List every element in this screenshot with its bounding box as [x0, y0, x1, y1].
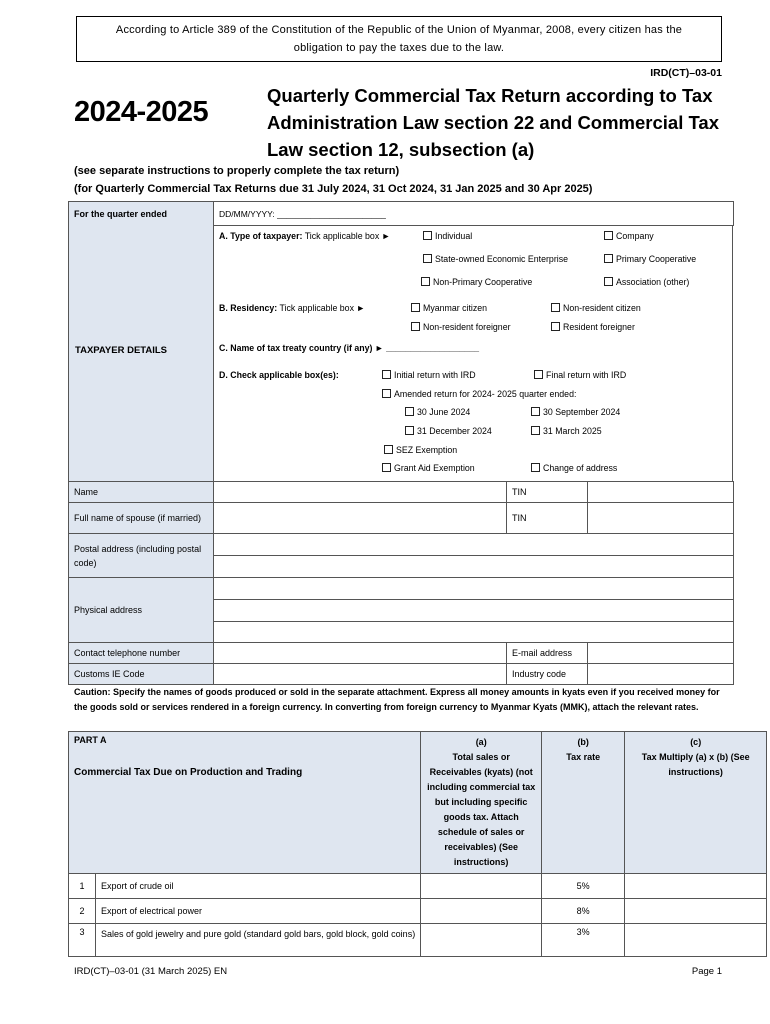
option-label: Non-resident foreigner [423, 322, 511, 332]
industry-label: Industry code [507, 664, 588, 685]
row-rate: 3% [542, 924, 625, 957]
checkbox-icon[interactable] [382, 463, 391, 472]
checkbox-30-september[interactable] [531, 407, 620, 417]
postal-address-field-2[interactable] [214, 556, 734, 578]
checkbox-icon[interactable] [531, 407, 540, 416]
part-a-subheading: Commercial Tax Due on Production and Trading [74, 767, 303, 778]
part-a-header [69, 732, 421, 874]
row-sales-field[interactable] [421, 899, 542, 924]
column-c-text: Tax Multiply (a) x (b) (See instructions) [641, 752, 750, 777]
option-label: SEZ Exemption [396, 445, 458, 455]
checkbox-icon[interactable] [382, 389, 391, 398]
option-label: Company [616, 231, 654, 241]
option-label: Primary Cooperative [616, 254, 697, 264]
row-rate: 5% [542, 874, 625, 899]
checkbox-31-march[interactable] [531, 426, 602, 436]
type-of-taxpayer [219, 231, 390, 241]
constitution-notice [76, 16, 722, 62]
notice-line-1: According to Article 389 of the Constitution of the Republic of the Union of Myanmar, 2008, every citizen has the [115, 24, 683, 36]
physical-address-field-3[interactable] [214, 622, 734, 643]
email-label: E-mail address [507, 643, 588, 664]
physical-address-field-2[interactable] [214, 600, 734, 622]
checkbox-icon[interactable] [551, 303, 560, 312]
tin-field[interactable] [588, 482, 734, 503]
check-boxes-label: D. Check applicable box(es): [219, 370, 339, 380]
checkbox-grant-aid[interactable] [382, 463, 475, 473]
taxpayer-details-label [69, 225, 214, 481]
email-field[interactable] [588, 643, 734, 664]
instructions-note: (see separate instructions to properly complete the tax return) [74, 165, 400, 177]
customs-label: Customs IE Code [69, 664, 214, 685]
physical-address-label: Physical address [69, 578, 214, 643]
part-a-heading: PART A [74, 735, 107, 745]
checkbox-sez-exemption[interactable] [384, 445, 457, 455]
checkbox-icon[interactable] [421, 277, 430, 286]
due-dates-note: (for Quarterly Commercial Tax Returns due 31 July 2024, 31 Oct 2024, 31 Jan 2025 and 30 Apr 2025) [74, 183, 593, 195]
postal-address-label: Postal address (including postal code) [69, 534, 214, 578]
taxpayer-details-heading: TAXPAYER DETAILS [75, 345, 168, 356]
spouse-label: Full name of spouse (if married) [69, 503, 214, 534]
row-rate: 8% [542, 899, 625, 924]
table-row [69, 924, 767, 957]
column-c-header [625, 732, 767, 874]
checkbox-state-owned[interactable] [423, 254, 568, 264]
option-label: Amended return for 2024- 2025 quarter ended: [394, 389, 577, 399]
checkbox-non-primary-coop[interactable] [421, 277, 532, 287]
row-sales-field[interactable] [421, 874, 542, 899]
title-line-1: Quarterly Commercial Tax Return according to Tax [267, 85, 713, 106]
caution-note: Caution: Specify the names of goods produced or sold in the separate attachment. Express all money amounts in kyats even if you received money for the goods sold or services rendered in a foreign currency. In converting from foreign currency to Myanmar Kyats (MMK), attach the relevant rates. [74, 687, 720, 712]
checkbox-icon[interactable] [405, 426, 414, 435]
column-b-text: Tax rate [566, 752, 601, 762]
customs-field[interactable] [214, 664, 507, 685]
postal-address-field-1[interactable] [214, 534, 734, 556]
checkbox-association[interactable] [604, 277, 689, 287]
row-description: Export of crude oil [96, 874, 421, 899]
row-tax-field[interactable] [625, 899, 767, 924]
checkbox-initial-return[interactable] [382, 370, 476, 380]
physical-address-field-1[interactable] [214, 578, 734, 600]
spouse-field[interactable] [214, 503, 507, 534]
taxpayer-details-section [68, 225, 733, 482]
name-label: Name [69, 482, 214, 503]
checkbox-icon[interactable] [531, 426, 540, 435]
title-line-3: Law section 12, subsection (a) [267, 139, 535, 160]
checkbox-icon[interactable] [411, 303, 420, 312]
option-label: 31 March 2025 [543, 426, 602, 436]
checkbox-icon[interactable] [534, 370, 543, 379]
quarter-table [68, 201, 734, 226]
form-title [267, 82, 737, 163]
tax-year: 2024-2025 [74, 96, 209, 128]
checkbox-icon[interactable] [551, 322, 560, 331]
column-c-code: (c) [690, 737, 702, 747]
checkbox-icon[interactable] [604, 254, 613, 263]
option-label: Change of address [543, 463, 618, 473]
checkbox-non-resident-citizen[interactable] [551, 303, 641, 313]
checkbox-icon[interactable] [604, 277, 613, 286]
checkbox-company[interactable] [604, 231, 654, 241]
row-number: 1 [69, 874, 96, 899]
row-tax-field[interactable] [625, 924, 767, 957]
phone-field[interactable] [214, 643, 507, 664]
checkbox-myanmar-citizen[interactable] [411, 303, 487, 313]
row-number: 2 [69, 899, 96, 924]
option-label: Non-resident citizen [563, 303, 641, 313]
spouse-tin-field[interactable] [588, 503, 734, 534]
page-number: Page 1 [691, 966, 722, 977]
table-row [69, 874, 767, 899]
residency-tick-hint: Tick applicable box ► [279, 303, 366, 313]
checkbox-resident-foreigner[interactable] [551, 322, 635, 332]
checkbox-icon[interactable] [384, 445, 393, 454]
checkbox-icon[interactable] [411, 322, 420, 331]
checkbox-icon[interactable] [531, 463, 540, 472]
treaty-country-field[interactable]: C. Name of tax treaty country (if any) ► ___________________ [219, 343, 480, 353]
quarter-label: For the quarter ended [69, 202, 214, 226]
checkbox-individual[interactable] [423, 231, 472, 241]
option-label: Myanmar citizen [423, 303, 488, 313]
column-b-header [542, 732, 625, 874]
option-label: Final return with IRD [546, 370, 627, 380]
checkbox-icon[interactable] [423, 254, 432, 263]
type-label: A. Type of taxpayer: [219, 231, 303, 241]
spouse-tin-label: TIN [507, 503, 588, 534]
option-label: Initial return with IRD [394, 370, 476, 380]
phone-label: Contact telephone number [69, 643, 214, 664]
residency-label: B. Residency: [219, 303, 278, 313]
option-label: Individual [435, 231, 473, 241]
option-label: Grant Aid Exemption [394, 463, 475, 473]
checkbox-icon[interactable] [423, 231, 432, 240]
checkbox-non-resident-foreigner[interactable] [411, 322, 511, 332]
footer-form-id: IRD(CT)–03-01 (31 March 2025) EN [74, 966, 228, 977]
part-a-table [68, 731, 767, 957]
column-a-text: Total sales or Receivables (kyats) (not including commercial tax but including specific goods tax. Attach schedule of sales or receivables) (See instructions) [427, 752, 536, 867]
option-label: 30 September 2024 [543, 407, 621, 417]
option-label: 31 December 2024 [417, 426, 492, 436]
checkbox-icon[interactable] [382, 370, 391, 379]
checkbox-primary-coop[interactable] [604, 254, 696, 264]
column-a-code: (a) [475, 737, 487, 747]
option-label: 30 June 2024 [417, 407, 471, 417]
row-sales-field[interactable] [421, 924, 542, 957]
type-tick-hint: Tick applicable box ► [304, 231, 391, 241]
checkbox-icon[interactable] [405, 407, 414, 416]
checkbox-amended-return[interactable] [382, 389, 576, 399]
option-label: Resident foreigner [563, 322, 635, 332]
residency [219, 303, 365, 313]
row-tax-field[interactable] [625, 874, 767, 899]
quarter-date-field[interactable]: DD/MM/YYYY: _______________________ [214, 202, 734, 226]
checkbox-icon[interactable] [604, 231, 613, 240]
checkbox-change-address[interactable] [531, 463, 617, 473]
option-label: State-owned Economic Enterprise [435, 254, 568, 264]
form-number: IRD(CT)–03-01 [650, 67, 722, 79]
title-line-2: Administration Law section 22 and Commercial Tax [267, 112, 719, 133]
row-description: Export of electrical power [96, 899, 421, 924]
checkbox-30-june[interactable] [405, 407, 470, 417]
tin-label: TIN [507, 482, 588, 503]
name-field[interactable] [214, 482, 507, 503]
row-number: 3 [69, 924, 96, 957]
column-a-header [421, 732, 542, 874]
row-description: Sales of gold jewelry and pure gold (standard gold bars, gold block, gold coins) [96, 924, 421, 957]
column-b-code: (b) [577, 737, 589, 747]
taxpayer-info-table [68, 481, 734, 685]
table-row [69, 899, 767, 924]
checkbox-final-return[interactable] [534, 370, 626, 380]
option-label: Non-Primary Cooperative [433, 277, 533, 287]
option-label: Association (other) [616, 277, 690, 287]
checkbox-31-december[interactable] [405, 426, 492, 436]
notice-line-2: obligation to pay the taxes due to the law. [293, 42, 505, 54]
industry-field[interactable] [588, 664, 734, 685]
